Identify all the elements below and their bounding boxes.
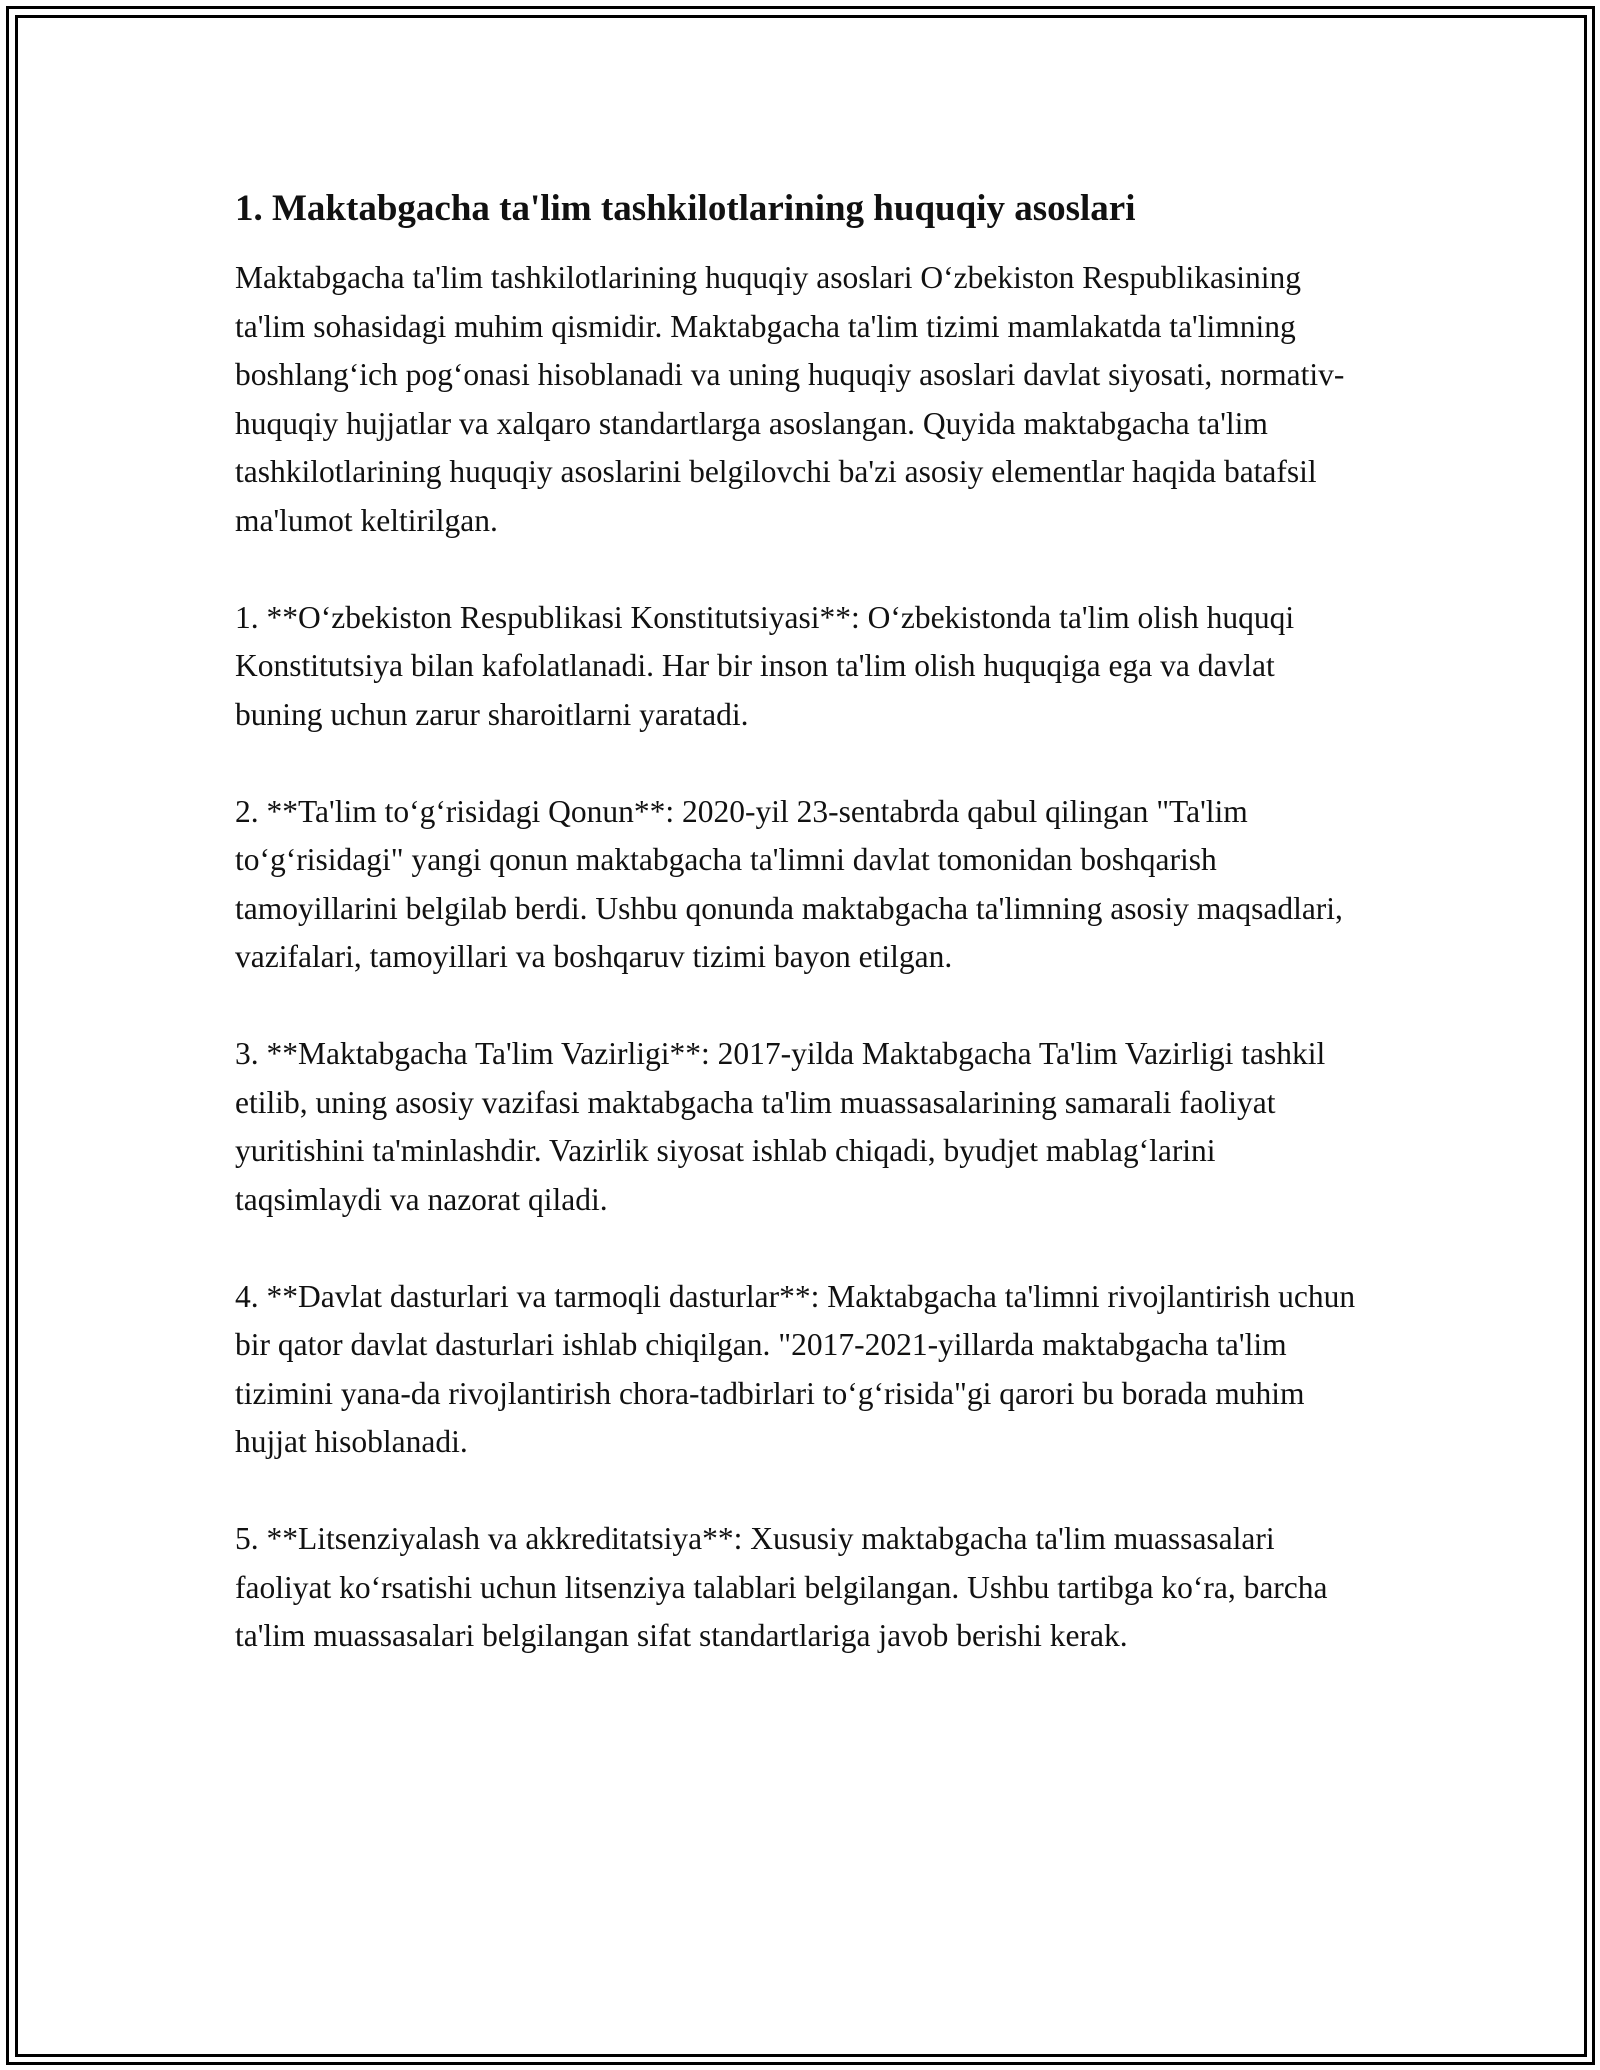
document-page xyxy=(235,185,1365,1709)
document-title: 1. Maktabgacha ta'lim tashkilotlarining huquqiy asoslari xyxy=(235,188,1136,229)
list-item-state-programs: 4. **Davlat dasturlari va tarmoqli dasturlar**: Maktabgacha ta'limni rivojlantirish uchun bir qator davlat dasturlari ishlab chiqilgan. "2017-2021-yillarda maktabgacha ta'lim tizimini yana-da rivojlantirish chora-tadbirlari to‘g‘risida"gi qarori bu borada muhim hujjat hisoblanadi. xyxy=(235,1278,1356,1459)
list-item-licensing: 5. **Litsenziyalash va akkreditatsiya**: Xususiy maktabgacha ta'lim muassasalari faoliyat ko‘rsatishi uchun litsenziya talablari belgilangan. Ushbu tartibga ko‘ra, barcha ta'lim muassasalari belgilangan sifat standartlariga javob berishi kerak. xyxy=(235,1521,1328,1653)
list-item-constitution: 1. **O‘zbekiston Respublikasi Konstitutsiyasi**: O‘zbekistonda ta'lim olish huquqi Konstitutsiya bilan kafolatlanadi. Har bir inson ta'lim olish huquqiga ega va davlat buning uchun zarur sharoitlarni yaratadi. xyxy=(235,599,1295,732)
list-item-education-law: 2. **Ta'lim to‘g‘risidagi Qonun**: 2020-yil 23-sentabrda qabul qilingan "Ta'lim to‘g‘risidagi" yangi qonun maktabgacha ta'limni davlat tomonidan boshqarish tamoyillarini belgilab berdi. Ushbu qonunda maktabgacha ta'limning asosiy maqsadlari, vazifalari, tamoyillari va boshqaruv tizimi bayon etilgan. xyxy=(235,793,1343,974)
list-item-ministry: 3. **Maktabgacha Ta'lim Vazirligi**: 2017-yilda Maktabgacha Ta'lim Vazirligi tashkil etilib, uning asosiy vazifasi maktabgacha ta'lim muassasalarining samarali faoliyat yuritishini ta'minlashdir. Vazirlik siyosat ishlab chiqadi, byudjet mablag‘larini taqsimlaydi va nazorat qiladi. xyxy=(235,1036,1326,1217)
intro-paragraph: Maktabgacha ta'lim tashkilotlarining huquqiy asoslari O‘zbekiston Respublikasining ta'lim sohasidagi muhim qismidir. Maktabgacha ta'lim tizimi mamlakatda ta'limning boshlang‘ich pog‘onasi hisoblanadi va uning huquqiy asoslari davlat siyosati, normativ-huquqiy hujjatlar va xalqaro standartlarga asoslangan. Quyida maktabgacha ta'lim tashkilotlarining huquqiy asoslarini belgilovchi ba'zi asosiy elementlar haqida batafsil ma'lumot keltirilgan. xyxy=(235,260,1345,538)
